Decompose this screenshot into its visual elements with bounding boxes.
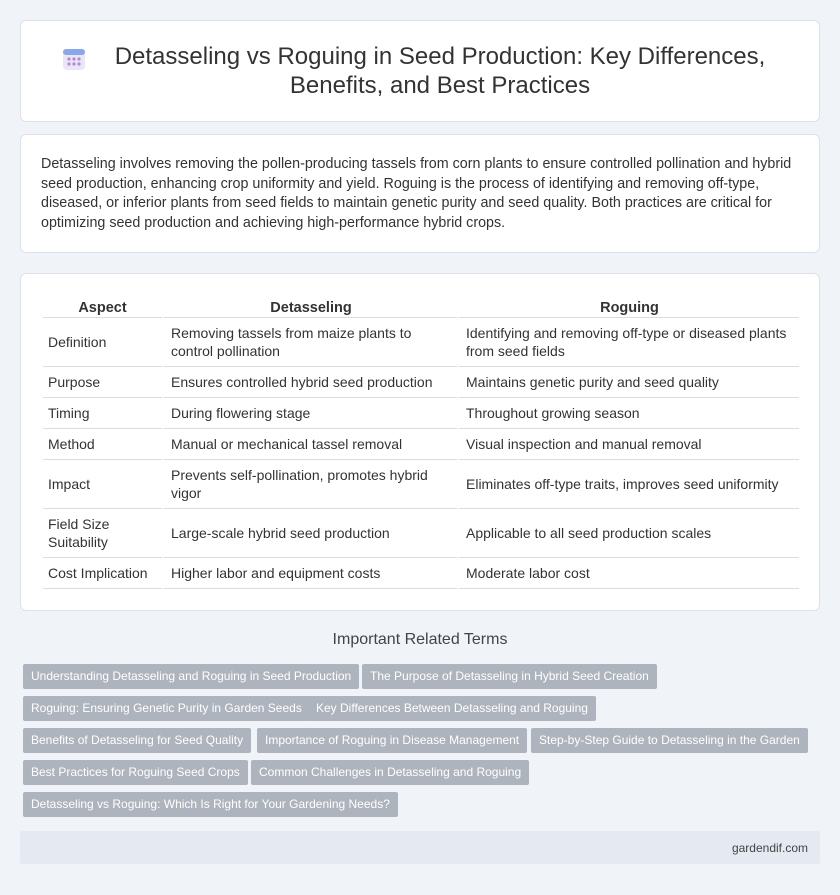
table-row [43,398,799,429]
comparison-card [20,273,820,611]
row-detasseling: Manual or mechanical tassel removal [162,429,457,460]
title-card [20,20,820,122]
page-title: Detasseling vs Roguing in Seed Production: Key Differences, Benefits, and Best Practices [114,43,766,99]
related-tag-link[interactable]: Understanding Detasseling and Roguing in Seed Production [23,664,359,689]
header-roguing: Roguing [457,294,799,318]
table-header-row [43,294,799,318]
row-detasseling: Prevents self-pollination, promotes hybrid vigor [162,460,457,509]
row-roguing: Visual inspection and manual removal [457,429,799,460]
comparison-table [43,294,799,589]
related-tag-link[interactable]: Importance of Roguing in Disease Management [257,728,527,753]
table-row [43,318,799,367]
calendar-icon [61,46,87,72]
related-terms-title: Important Related Terms [332,631,508,648]
row-aspect: Definition [43,318,162,367]
row-roguing: Applicable to all seed production scales [457,509,799,558]
related-tag-link[interactable]: Common Challenges in Detasseling and Roguing [251,760,529,785]
row-aspect: Cost Implication [43,558,162,589]
row-roguing: Maintains genetic purity and seed quality [457,367,799,398]
row-aspect: Method [43,429,162,460]
row-aspect: Timing [43,398,162,429]
table-row [43,429,799,460]
row-roguing: Throughout growing season [457,398,799,429]
row-aspect: Impact [43,460,162,509]
intro-paragraph: Detasseling involves removing the pollen-producing tassels from corn plants to ensure controlled pollination and hybrid seed production, enhancing crop uniformity and yield. Roguing is the process of identifying and removing off-type, diseased, or inferior plants from seed fields to maintain genetic purity and seed quality. Both practices are critical for optimizing seed production and achieving high-performance hybrid crops. [41,156,792,231]
header-detasseling: Detasseling [162,294,457,318]
row-detasseling: Removing tassels from maize plants to control pollination [162,318,457,367]
row-detasseling: Ensures controlled hybrid seed production [162,367,457,398]
related-tag-link[interactable]: Detasseling vs Roguing: Which Is Right for Your Gardening Needs? [23,792,398,817]
intro-card [20,134,820,253]
table-row [43,509,799,558]
footer-site[interactable]: gardendif.com [731,840,808,855]
related-tag-link[interactable]: Step-by-Step Guide to Detasseling in the Garden [531,728,808,753]
related-tag-link[interactable]: The Purpose of Detasseling in Hybrid Seed Creation [362,664,657,689]
row-aspect: Purpose [43,367,162,398]
row-detasseling: During flowering stage [162,398,457,429]
related-tag-link[interactable]: Key Differences Between Detasseling and Roguing [308,696,596,721]
table-row [43,367,799,398]
row-aspect: Field Size Suitability [43,509,162,558]
related-tag-link[interactable]: Roguing: Ensuring Genetic Purity in Garden Seeds [23,696,310,721]
row-roguing: Identifying and removing off-type or diseased plants from seed fields [457,318,799,367]
row-roguing: Eliminates off-type traits, improves seed uniformity [457,460,799,509]
related-tag-link[interactable]: Benefits of Detasseling for Seed Quality [23,728,251,753]
row-detasseling: Higher labor and equipment costs [162,558,457,589]
header-aspect: Aspect [43,294,162,318]
related-tag-link[interactable]: Best Practices for Roguing Seed Crops [23,760,248,785]
table-row [43,460,799,509]
table-row [43,558,799,589]
title-wrap [21,42,819,100]
footer [20,831,820,864]
row-roguing: Moderate labor cost [457,558,799,589]
row-detasseling: Large-scale hybrid seed production [162,509,457,558]
